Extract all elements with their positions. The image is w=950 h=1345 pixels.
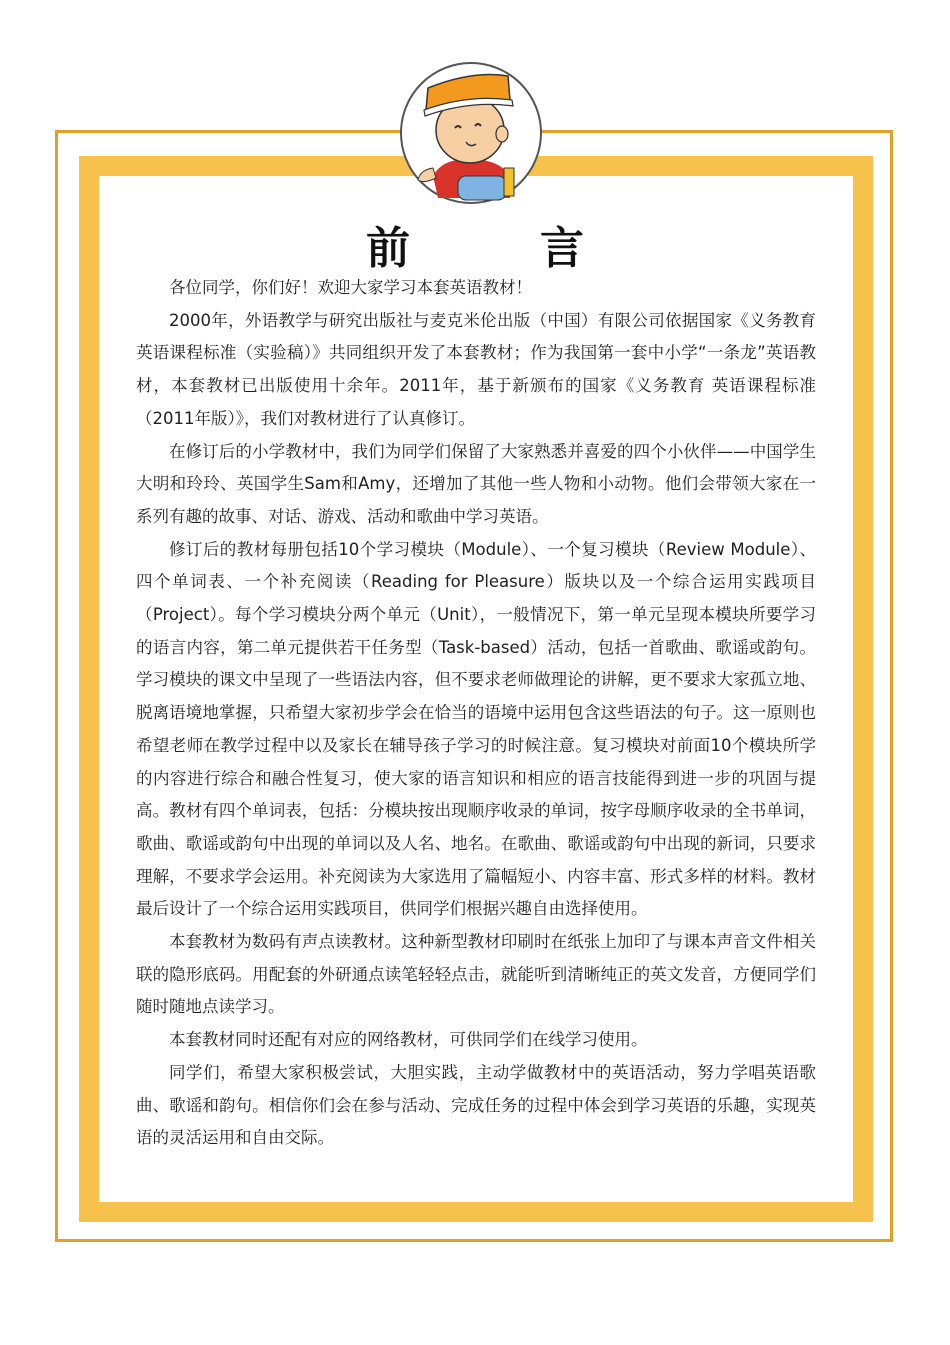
paragraph: 本套教材同时还配有对应的网络教材，可供同学们在线学习使用。 (169, 1030, 648, 1050)
mascot-illustration (398, 58, 544, 208)
paragraph: 本套教材为数码有声点读教材。这种新型教材印刷时在纸张上加印了与课本声音文件相关联的隐形底码。用配套的外研通点读笔轻轻点击，就能听到清晰纯正的英文发音，方便同学们随时随地点读学习。 (136, 932, 816, 1017)
paragraph: 同学们，希望大家积极尝试，大胆实践，主动学做教材中的英语活动，努力学唱英语歌曲、歌谣和韵句。相信你们会在参与活动、完成任务的过程中体会到学习英语的乐趣，实现英语的灵活运用和自由交际。 (136, 1062, 816, 1148)
preface-body (136, 272, 816, 1155)
boy-with-hat-icon (398, 58, 544, 208)
page-title (120, 212, 830, 272)
paragraph: 在修订后的小学教材中，我们为同学们保留了大家熟悉并喜爱的四个小伙伴——中国学生大明和玲玲、英国学生Sam和Amy，还增加了其他一些人物和小动物。他们会带领大家在一系列有趣的故事、对话、游戏、活动和歌曲中学习英语。 (136, 441, 816, 526)
paragraph: 修订后的教材每册包括10个学习模块（Module）、一个复习模块（Review Module）、四个单词表、一个补充阅读（Reading for Pleasure）版块以及一个综合运用实践项目（Project）。每个学习模块分两个单元（Unit），一般情况下，第一单元呈现本模块所要学习的语言内容，第二单元提供若干任务型（Task-based）活动，包括一首歌曲、歌谣或韵句。学习模块的课文中呈现了一些语法内容，但不要求老师做理论的讲解，更不要求大家孤立地、脱离语境地掌握，只希望大家初步学会在恰当的语境中运用包含这些语法的句子。这一原则也希望老师在教学过程中以及家长在辅导孩子学习的时候注意。复习模块对前面10个模块所学的内容进行综合和融合性复习，使大家的语言知识和相应的语言技能得到进一步的巩固与提高。教材有四个单词表，包括：分模块按出现顺序收录的单词，按字母顺序收录的全书单词，歌曲、歌谣或韵句中出现的单词以及人名、地名。在歌曲、歌谣或韵句中出现的新词，只要求理解，不要求学会运用。补充阅读为大家选用了篇幅短小、内容丰富、形式多样的材料。教材最后设计了一个综合运用实践项目，供同学们根据兴趣自由选择使用。 (136, 539, 816, 919)
paragraph: 各位同学，你们好！欢迎大家学习本套英语教材！ (169, 278, 532, 297)
title-part1: 前 (366, 223, 410, 274)
paragraph: 2000年，外语教学与研究出版社与麦克米伦出版（中国）有限公司依据国家《义务教育 英语课程标准（实验稿）》共同组织开发了本套教材；作为我国第一套中小学“一条龙”英语教材，本套教材已出版使用十余年。2011年，基于新颁布的国家《义务教育 英语课程标准（2011年版）》，我们对教材进行了认真修订。 (136, 310, 816, 428)
title-part2: 言 (540, 223, 584, 274)
